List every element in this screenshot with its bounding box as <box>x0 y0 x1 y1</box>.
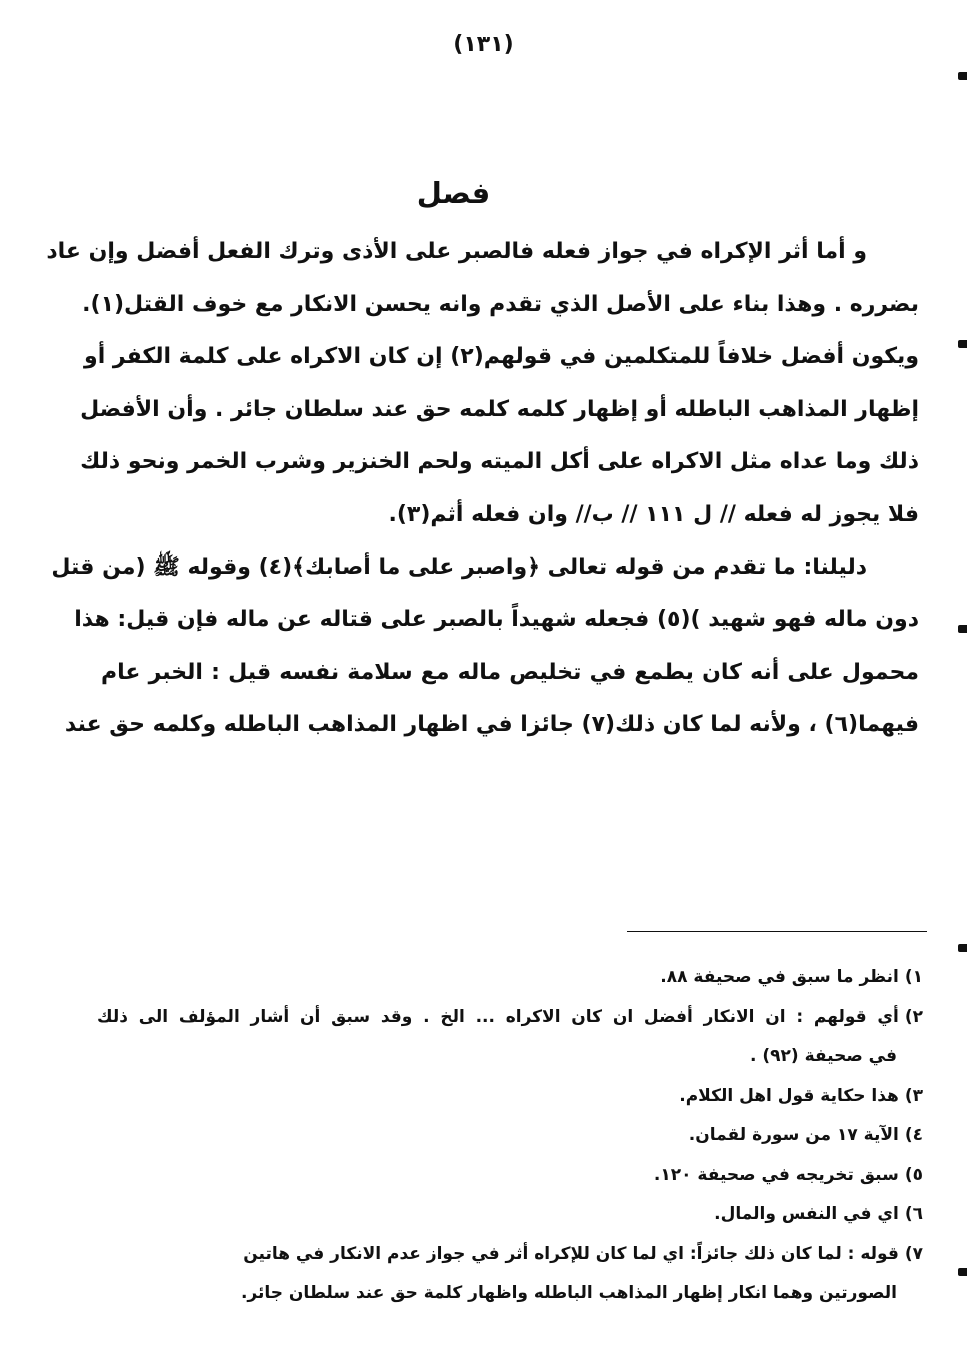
main-text <box>46 226 919 752</box>
body-line: محمول على أنه كان يطمع في تخليص ماله مع سلامة نفسه قيل : الخبر عام <box>101 659 919 685</box>
footnote-text: اي في النفس والمال. <box>714 1204 899 1224</box>
body-line: و أما أثر الإكراه في جواز فعله فالصبر على الأذى وترك الفعل أفضل وإن عاد <box>46 239 867 264</box>
footnote-3 <box>97 1077 923 1117</box>
footnote-number: ١) <box>904 967 923 987</box>
footnote-number: ٦) <box>904 1204 923 1224</box>
footnote-divider <box>627 931 927 932</box>
footnote-text: أي قولهم : ان الانكار أفضل ان كان الاكراه ... الخ . وقد سبق أن أشار المؤلف الى ذلك <box>97 1006 899 1027</box>
body-line: فيهما(٦) ، ولأنه لما كان ذلك(٧) جائزا في اظهار المذاهب الباطله وكلمه حق عند <box>64 712 919 738</box>
body-line: إظهار المذاهب الباطله أو إظهار كلمه كلمه حق عند سلطان جائر . وأن الأفضل <box>80 396 919 422</box>
footnote-text: هذا حكاية قول اهل الكلام. <box>679 1085 899 1106</box>
margin-mark <box>958 944 967 952</box>
body-line: دون ماله فهو شهيد )(٥) فجعله شهيداً بالصبر على قتاله عن ماله فإن قيل: هذا <box>74 607 919 633</box>
footnote-5 <box>97 1156 923 1196</box>
footnote-text: سبق تخريجه في صحيفة ١٢٠. <box>653 1164 899 1185</box>
footnote-1 <box>97 958 923 998</box>
footnote-2 <box>97 998 923 1038</box>
footnote-7 <box>97 1235 923 1275</box>
footnote-number: ٥) <box>904 1164 923 1185</box>
footnote-text: قوله : لما كان ذلك جائزاً: اي لما كان للإكراه أثر في جواز عدم الانكار في هاتين <box>243 1243 899 1264</box>
body-line: ذلك وما عداه مثل الاكراه على أكل الميته ولحم الخنزير وشرب الخمر ونحو ذلك <box>80 449 919 475</box>
footnotes <box>97 958 923 1314</box>
footnote-7-continuation: الصورتين وهما انكار إظهار المذاهب الباطله واظهار كلمة حق عند سلطان جائر. <box>240 1283 897 1303</box>
footnote-2-continuation: في صحيفة (٩٢) . <box>749 1046 897 1066</box>
margin-mark <box>958 340 967 348</box>
footnote-number: ٧) <box>904 1243 923 1264</box>
body-line: بضرره . وهذا بناء على الأصل الذي تقدم وانه يحسن الانكار مع خوف القتل(١). <box>82 291 919 317</box>
margin-mark <box>958 625 967 633</box>
footnote-6 <box>97 1195 923 1235</box>
body-line: دليلنا: ما تقدم من قوله تعالى ﴿واصبر على ما أصابك﴾(٤) وقوله ﷺ (من قتل <box>51 554 867 580</box>
section-heading: فصل <box>416 176 491 210</box>
footnote-number: ٢) <box>904 1006 923 1027</box>
body-line: ويكون أفضل خلافاً للمتكلمين في قولهم(٢) إن كان الاكراه على كلمة الكفر أو <box>84 344 919 370</box>
page-number: (١٣١) <box>453 32 514 57</box>
footnote-number: ٤) <box>904 1125 923 1145</box>
margin-mark <box>958 72 967 80</box>
footnote-number: ٣) <box>904 1085 923 1106</box>
footnote-4 <box>97 1116 923 1156</box>
footnote-text: انظر ما سبق في صحيفة ٨٨. <box>660 967 899 987</box>
body-line: فلا يجوز له فعله // ل ١١١ // ب// وان فعله أثم(٣). <box>388 501 919 527</box>
footnote-text: الآية ١٧ من سورة لقمان. <box>688 1125 899 1145</box>
margin-mark <box>958 1268 967 1276</box>
